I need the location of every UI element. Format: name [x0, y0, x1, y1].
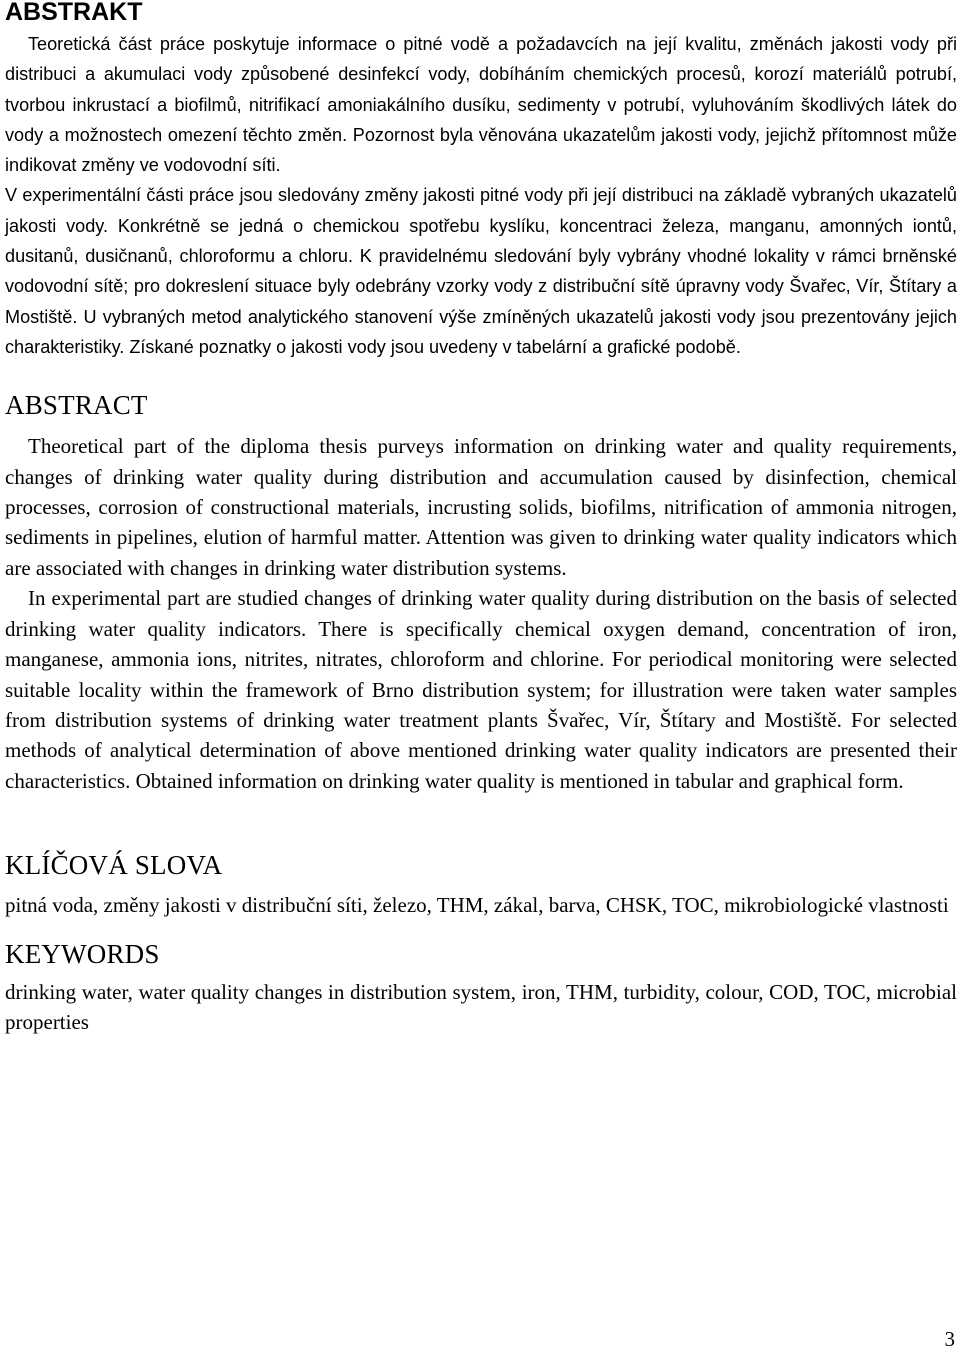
abstrakt-paragraph-1: Teoretická část práce poskytuje informace o pitné vodě a požadavcích na její kvalitu, změnách jakosti vody při distribuci a akumulaci vody způsobené desinfekcí vody, dobíháním chemických procesů, korozí materiálů potrubí, tvorbou inkrustací a biofilmů, nitrifikací amoniakálního dusíku, sedimenty v potrubí, vyluhováním škodlivých látek do vody a možnostech omezení těchto změn. Pozornost byla věnována ukazatelům jakosti vody, jejichž přítomnost může indikovat změny ve vodovodní síti.	[5, 34, 957, 176]
klicova-slova-heading: KLÍČOVÁ SLOVA	[5, 850, 223, 881]
abstract-section	[5, 390, 957, 796]
klicova-slova-text: pitná voda, změny jakosti v distribuční síti, železo, THM, zákal, barva, CHSK, TOC, mikrobiologické vlastnosti	[5, 893, 949, 918]
abstract-heading: ABSTRACT	[5, 390, 148, 421]
keywords-heading: KEYWORDS	[5, 938, 160, 969]
abstract-paragraph-2: In experimental part are studied changes of drinking water quality during distribution on the basis of selected drinking water quality indicators. There is specifically chemical oxygen demand, concentration of iron, manganese, ammonia ions, nitrites, nitrates, chloroform and chlorine. For periodical monitoring were selected suitable locality within the framework of Brno distribution system; for illustration were taken water samples from distribution systems of drinking water treatment plants Švařec, Vír, Štítary and Mostiště. For selected methods of analytical determination of above mentioned drinking water quality indicators are presented their characteristics. Obtained information on drinking water quality is mentioned in tabular and graphical form.	[5, 586, 957, 793]
abstrakt-paragraph-2: V experimentální části práce jsou sledovány změny jakosti pitné vody při její distribuci na základě vybraných ukazatelů jakosti vody. Konkrétně se jedná o chemickou spotřebu kyslíku, koncentraci železa, manganu, amonných iontů, dusitanů, dusičnanů, chloroformu a chloru. K pravidelnému sledování byly vybrány vhodné lokality v rámci brněnské vodovodní sítě; pro dokreslení situace byly odebrány vzorky vody z distribuční sítě úpravny vody Švařec, Vír, Štítary a Mostiště. U vybraných metod analytického stanovení výše zmíněných ukazatelů jakosti vody jsou prezentovány jejich charakteristiky. Získané poznatky o jakosti vody jsou uvedeny v tabelární a grafické podobě.	[5, 185, 957, 357]
keywords-section	[5, 939, 957, 1038]
keywords-text: drinking water, water quality changes in distribution system, iron, THM, turbidity, colour, COD, TOC, microbial properties	[5, 979, 957, 1034]
abstrakt-section	[5, 0, 957, 362]
document-page	[5, 0, 957, 1037]
abstrakt-heading: ABSTRAKT	[5, 0, 143, 26]
page-number: 3	[944, 1327, 955, 1351]
klicova-slova-section	[5, 850, 957, 920]
abstract-paragraph-1: Theoretical part of the diploma thesis purveys information on drinking water and quality requirements, changes of drinking water quality during distribution and accumulation caused by disinfection, chemical processes, corrosion of constructional materials, incrusting solids, biofilms, nitrification of ammonia nitrogen, sediments in pipelines, elution of harmful matter. Attention was given to drinking water quality indicators which are associated with changes in drinking water distribution systems.	[5, 434, 957, 580]
